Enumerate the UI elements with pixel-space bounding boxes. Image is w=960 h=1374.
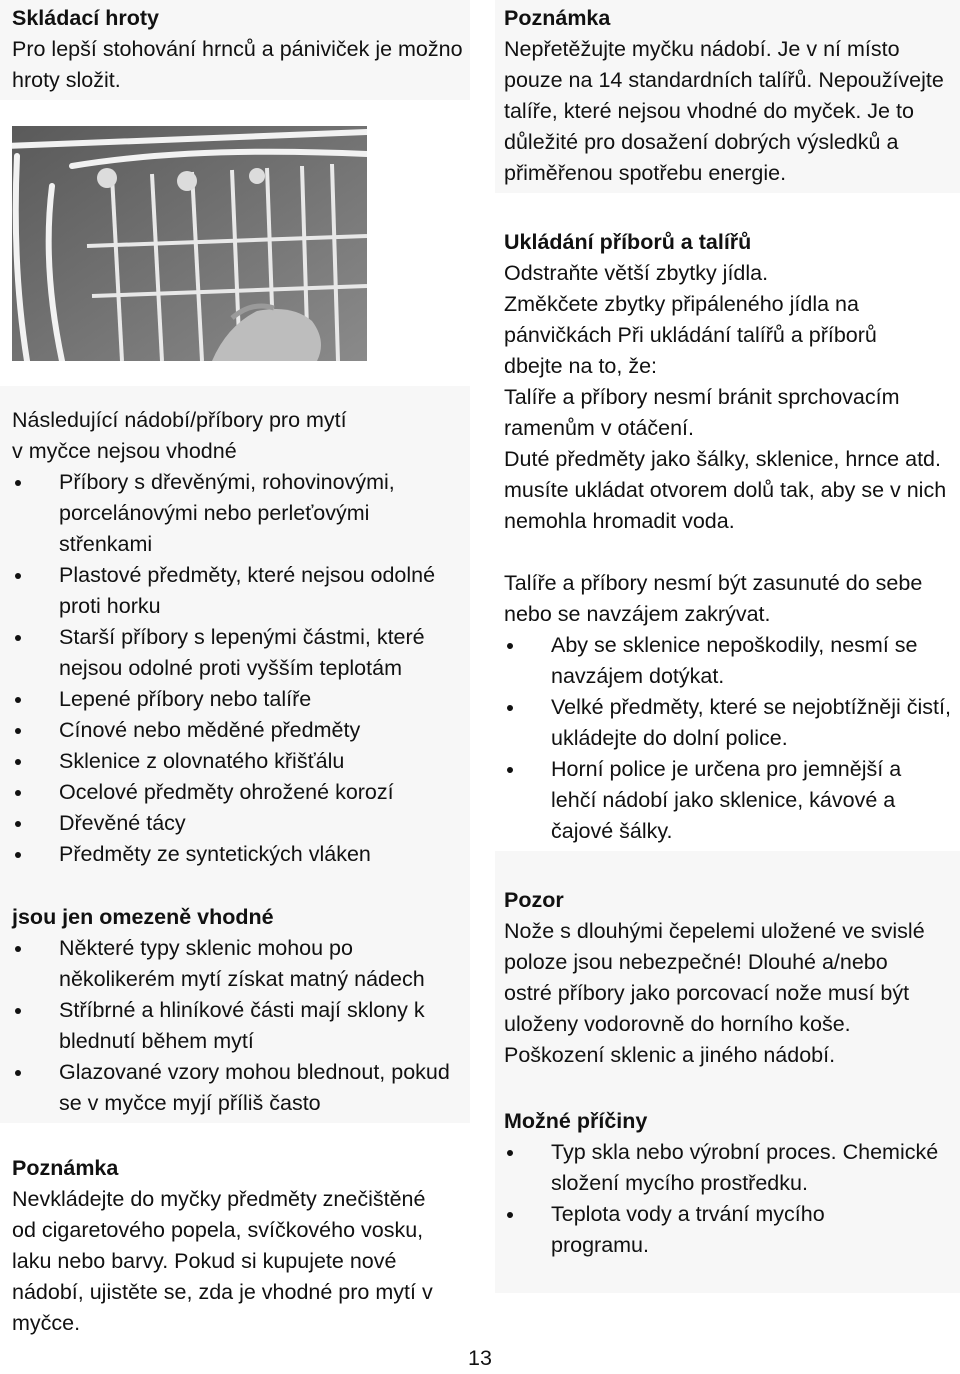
left-column [0,0,470,1343]
loading-line5: Talíře a příbory nesmí být zasunuté do sebe nebo se navzájem zakrývat. [504,571,923,626]
list-item: Glazované vzory mohou blednout, pokud se v myčce myjí příliš často [12,1057,469,1119]
folding-tines-heading: Skládací hroty [12,6,159,30]
right-note-heading: Poznámka [504,6,611,30]
damage-text: Poškození sklenic a jiného nádobí. [504,1043,836,1067]
list-item: Teplota vody a trvání mycího programu. [504,1199,871,1261]
list-item: Některé typy sklenic mohou po několikerém mytí získat matný nádech [12,933,429,995]
list-item: Typ skla nebo výrobní proces. Chemické složení mycího prostředku. [504,1137,951,1199]
limited-list [12,933,460,1119]
loading-heading: Ukládání příborů a talířů [504,230,752,254]
caution-section [495,851,960,1075]
left-note-section [0,1123,470,1343]
causes-section [495,1075,960,1293]
loading-line3: Talíře a příbory nesmí bránit sprchovacím ramenům v otáčení. [504,385,900,440]
unsuitable-items-section [0,386,470,874]
list-item: Starší příbory s lepenými částmi, které nejsou odolné proti vyšším teplotám [12,622,454,684]
unsuitable-heading-line1: Následující nádobí/příbory pro mytí [12,408,347,432]
list-item: Aby se sklenice nepoškodily, nesmí se navzájem dotýkat. [504,630,956,692]
list-item: Horní police je určena pro jemnější a lehčí nádobí jako sklenice, kávové a čajové šálky. [504,754,951,847]
spacer [504,537,955,568]
rack-photo [12,126,367,361]
causes-heading: Možné příčiny [504,1109,648,1133]
list-item: Sklenice z olovnatého křišťálu [12,746,460,777]
folding-tines-section [0,0,470,100]
list-item: Plastové předměty, které nejsou odolné proti horku [12,560,459,622]
right-note-text: Nepřetěžujte myčku nádobí. Je v ní místo pouze na 14 standardních talířů. Nepoužívejte talíře, které nejsou vhodné do myček. Je to důležité pro dosažení dobrých výsledků a přiměřenou spotřebu energie. [504,37,944,185]
photo-area [0,126,470,386]
list-item: Stříbrné a hliníkové části mají sklony k blednutí během mytí [12,995,429,1057]
loading-line2: Změkčete zbytky připáleného jídla na pánvičkách Při ukládání talířů a příborů dbejte na to, že: [504,292,877,378]
list-item: Ocelové předměty ohrožené korozí [12,777,460,808]
loading-line1: Odstraňte větší zbytky jídla. [504,261,769,285]
loading-list [504,630,955,847]
limited-heading: jsou jen omezeně vhodné [12,905,274,929]
caution-heading: Pozor [504,888,564,912]
list-item: Lepené příbory nebo talíře [12,684,460,715]
list-item: Dřevěné tácy [12,808,460,839]
unsuitable-list [12,467,460,870]
unsuitable-heading-line2: v myčce nejsou vhodné [12,439,237,463]
page-number: 13 [468,1346,492,1370]
loading-section [495,193,960,851]
right-note-section [495,0,960,193]
list-item: Cínové nebo měděné předměty [12,715,460,746]
loading-line4: Duté předměty jako šálky, sklenice, hrnce atd. musíte ukládat otvorem dolů tak, aby se v nich nemohla hromadit voda. [504,447,947,533]
left-note-heading: Poznámka [12,1156,119,1180]
right-column [495,0,960,1293]
left-note-text: Nevkládejte do myčky předměty znečištěné od cigaretového popela, svíčkového vosku, laku nebo barvy. Pokud si kupujete nové nádobí, ujistěte se, zda je vhodné pro mytí v myčce. [12,1187,433,1335]
limited-items-section [0,874,470,1123]
list-item: Velké předměty, které se nejobtížněji čistí, ukládejte do dolní police. [504,692,951,754]
list-item: Předměty ze syntetických vláken [12,839,460,870]
caution-text: Nože s dlouhými čepelemi uložené ve svislé poloze jsou nebezpečné! Dlouhé a/nebo ostré příbory jako porcovací nože musí být uloženy vodorovně do horního koše. [504,919,925,1036]
folding-tines-text: Pro lepší stohování hrnců a pániviček je možno hroty složit. [12,37,463,92]
list-item: Příbory s dřevěnými, rohovinovými, porcelánovými nebo perleťovými střenkami [12,467,439,560]
causes-list [504,1137,955,1261]
